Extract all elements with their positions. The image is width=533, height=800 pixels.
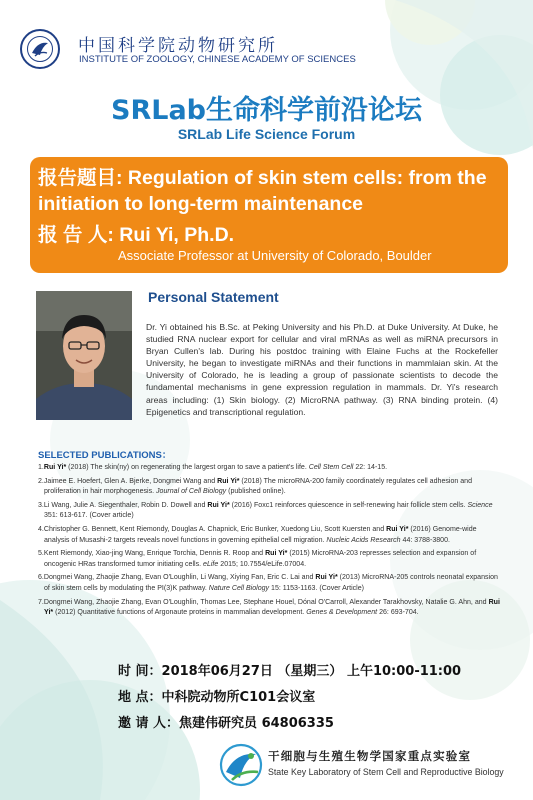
forum-title-cn: SRLab生命科学前沿论坛: [111, 95, 422, 126]
lab-logo-icon: [218, 742, 264, 788]
publication-item: 5.Kent Riemondy, Xiao-jing Wang, Enrique Torchia, Dennis R. Roop and Rui Yi* (2015) MicroRNA-203 represses selection and expansion of oncogenic HRas transformed tumor initiating cells. eLife 2015; 10.7554/eLife.07004.: [38, 550, 477, 568]
lab-name-en: State Key Laboratory of Stem Cell and Reproductive Biology: [268, 767, 504, 777]
institute-name-en: INSTITUTE OF ZOOLOGY, CHINESE ACADEMY OF SCIENCES: [79, 54, 356, 65]
publication-item: 2.Jaimee E. Hoefert, Glen A. Bjerke, Dongmei Wang and Rui Yi* (2018) The microRNA-200 family coordinately regulates cell adhesion and proliferation in hair morphogenesis. Journal of Cell Biology (published online).: [38, 477, 473, 496]
publication-item: 7.Dongmei Wang, Zhaojie Zhang, Evan O'Loughlin, Thomas Lee, Stephane Houel, Dónal O'Carroll, Alexander Tarakhovsky, Natalie G. Ahn, and Rui Yi* (2012) Quantitative functions of Argonaute proteins in mammalian development. Genes & Development 26: 693-704.: [38, 598, 500, 617]
publications-heading: SELECTED PUBLICATIONS：: [38, 450, 172, 461]
publication-item: 6.Dongmei Wang, Zhaojie Zhang, Evan O'Loughlin, Li Wang, Xiying Fan, Eric C. Lai and Rui Yi* (2013) MicroRNA-205 controls neonatal expansion of skin stem cells by modulating the PI(3)K pathway. Nature Cell Biology 15: 1153-1163. (Cover Article): [38, 574, 498, 592]
institute-name-cn: 中国科学院动物研究所: [78, 36, 278, 56]
forum-title-en: SRLab Life Science Forum: [177, 126, 356, 142]
publication-item: 4.Christopher G. Bennett, Kent Riemondy, Douglas A. Chapnick, Eric Bunker, Xuedong Liu, Scott Kuersten and Rui Yi* (2016) Genome-wide analysis of Musashi-2 targets reveals novel functions in governing epithelial cell migration. Nucleic Acids Research 44: 3788-3800.: [38, 525, 477, 544]
speaker-name: 报 告 人: Rui Yi, Ph.D.: [38, 224, 235, 246]
publications-list: [38, 463, 500, 622]
personal-statement-heading: Personal Statement: [148, 289, 279, 305]
speaker-photo: [36, 291, 132, 420]
talk-title: 报告题目: Regulation of skin stem cells: from the initiation to long-term maintenance: [38, 167, 487, 215]
publication-item: 3.Li Wang, Julie A. Siegenthaler, Robin D. Dowell and Rui Yi* (2016) Foxc1 reinforces quiescence in self-renewing hair follicle stem cells. Science 351: 613-617. (Cover article): [38, 501, 493, 520]
talk-banner: [30, 157, 508, 273]
event-time: 时 间：2018年06月27日 （星期三） 上午10:00-11:00: [118, 664, 462, 679]
publication-item: 1.Rui Yi* (2018) The skin(ny) on regenerating the largest organ to save a patient's life. Cell Stem Cell 22: 14-15.: [38, 464, 388, 471]
event-place: 地 点：中科院动物所C101会议室: [118, 690, 316, 705]
personal-statement-body: Dr. Yi obtained his B.Sc. at Peking University and his Ph.D. at Duke University. At Duke, he studied RNA nuclear export for cellular and viral mRNAs as well as miRNA precursors in Bryan Cullen's lab. During his postdoc training with Elaine Fuchs at the Rockefeller University, he began to investigate miRNAs and their functions in mammlaian skin. At the University of Colorado, he is leading a group of passionate scientists to decode the fundamental mechanisms in gene expression regulation in mammals. Dr. Yi's research areas including: (1) Skin biology. (2) MicroRNA pathway. (3) RNA binding protein. (4) Epigenetics and transcriptional regulation.: [146, 322, 498, 417]
speaker-affiliation: Associate Professor at University of Colorado, Boulder: [118, 248, 432, 263]
lab-name-cn: 干细胞与生殖生物学国家重点实验室: [268, 749, 472, 763]
institute-emblem-icon: [20, 29, 60, 69]
event-host: 邀 请 人：焦建伟研究员 64806335: [118, 716, 334, 731]
